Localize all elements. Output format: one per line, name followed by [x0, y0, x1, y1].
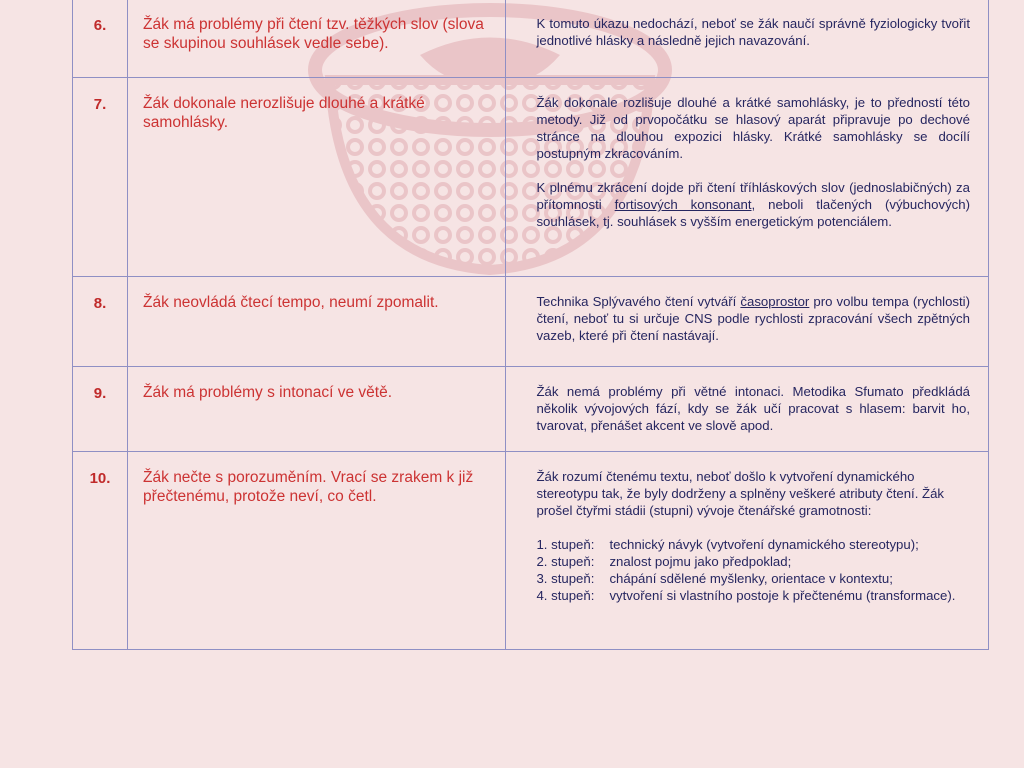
problem-text: Žák má problémy s intonací ve větě.	[128, 367, 506, 452]
table-row	[73, 277, 989, 367]
list-item	[536, 570, 970, 587]
table-row	[73, 452, 989, 650]
problem-text: Žák dokonale nerozlišuje dlouhé a krátké samohlásky.	[128, 78, 506, 277]
answer-text: K tomuto úkazu nedochází, neboť se žák naučí správně fyziologicky tvořit jednotlivé hlásky a následně jejich navazování.	[536, 16, 970, 48]
answer-text-part: pro volbu tempa (rychlosti) čtení, neboť tu si určuje CNS podle rychlosti zpracování všech zpětných vazeb, které při čtení nastávají.	[536, 294, 970, 343]
step-text: chápání sdělené myšlenky, orientace v kontextu;	[609, 571, 893, 586]
answer-text-part: K plnému zkrácení dojde při čtení tříhláskových slov (jednoslabičných) za přítomnosti	[536, 180, 970, 212]
answer-cell	[506, 78, 989, 277]
step-text: znalost pojmu jako předpoklad;	[609, 554, 792, 569]
comparison-table	[72, 0, 989, 650]
table-row	[73, 78, 989, 277]
answer-text: Žák dokonale rozlišuje dlouhé a krátké samohlásky, je to předností této metody. Již od prvopočátku se hlasový aparát připravuje po dechové stránce na dlouhou expozici hlásky. Krátké samohlásky se docílí postupným zkracováním.	[536, 95, 970, 161]
row-number: 8.	[73, 277, 128, 367]
table-row	[73, 0, 989, 78]
step-label: 4. stupeň:	[536, 588, 595, 603]
step-label: 2. stupeň:	[536, 554, 595, 569]
step-text: vytvoření si vlastního postoje k přečtenému (transformace).	[609, 588, 956, 603]
list-item	[536, 553, 970, 570]
problem-text: Žák nečte s porozuměním. Vrací se zrakem k již přečtenému, protože neví, co četl.	[128, 452, 506, 650]
problem-text: Žák má problémy při čtení tzv. těžkých slov (slova se skupinou souhlásek vedle sebe).	[128, 0, 506, 78]
row-number: 7.	[73, 78, 128, 277]
term-link[interactable]: fortisových konsonant	[614, 197, 752, 212]
list-item	[536, 587, 970, 604]
answer-text-part: , neboli tlačených (výbuchových) souhlásek, tj. souhlásek s vyšším energetickým potenciálem.	[536, 197, 970, 229]
answer-text-part: Technika Splývavého čtení vytváří	[536, 294, 741, 309]
step-text: technický návyk (vytvoření dynamického stereotypu);	[609, 537, 919, 552]
answer-text: Žák rozumí čtenému textu, neboť došlo k vytvoření dynamického stereotypu tak, že byly dodrženy a splněny veškeré atributy čtení. Žák prošel čtyřmi stádii (stupni) vývoje čtenářské gramotnosti:	[536, 469, 945, 518]
row-number: 6.	[73, 0, 128, 78]
answer-text	[536, 293, 970, 344]
row-number: 10.	[73, 452, 128, 650]
answer-cell	[506, 367, 989, 452]
answer-cell	[506, 277, 989, 367]
term-link[interactable]: časoprostor	[740, 294, 810, 309]
answer-cell	[506, 452, 989, 650]
answer-cell	[506, 0, 989, 78]
steps-list	[536, 536, 970, 604]
table-row	[73, 367, 989, 452]
row-number: 9.	[73, 367, 128, 452]
list-item	[536, 536, 970, 553]
answer-text: Žák nemá problémy při větné intonaci. Metodika Sfumato předkládá několik vývojových fází, kdy se žák učí pracovat s hlasem: barvit ho, tvarovat, přenášet akcent ve slově apod.	[536, 384, 970, 433]
problem-text: Žák neovládá čtecí tempo, neumí zpomalit.	[128, 277, 506, 367]
step-label: 3. stupeň:	[536, 571, 595, 586]
step-label: 1. stupeň:	[536, 537, 595, 552]
answer-text-2	[536, 179, 970, 230]
